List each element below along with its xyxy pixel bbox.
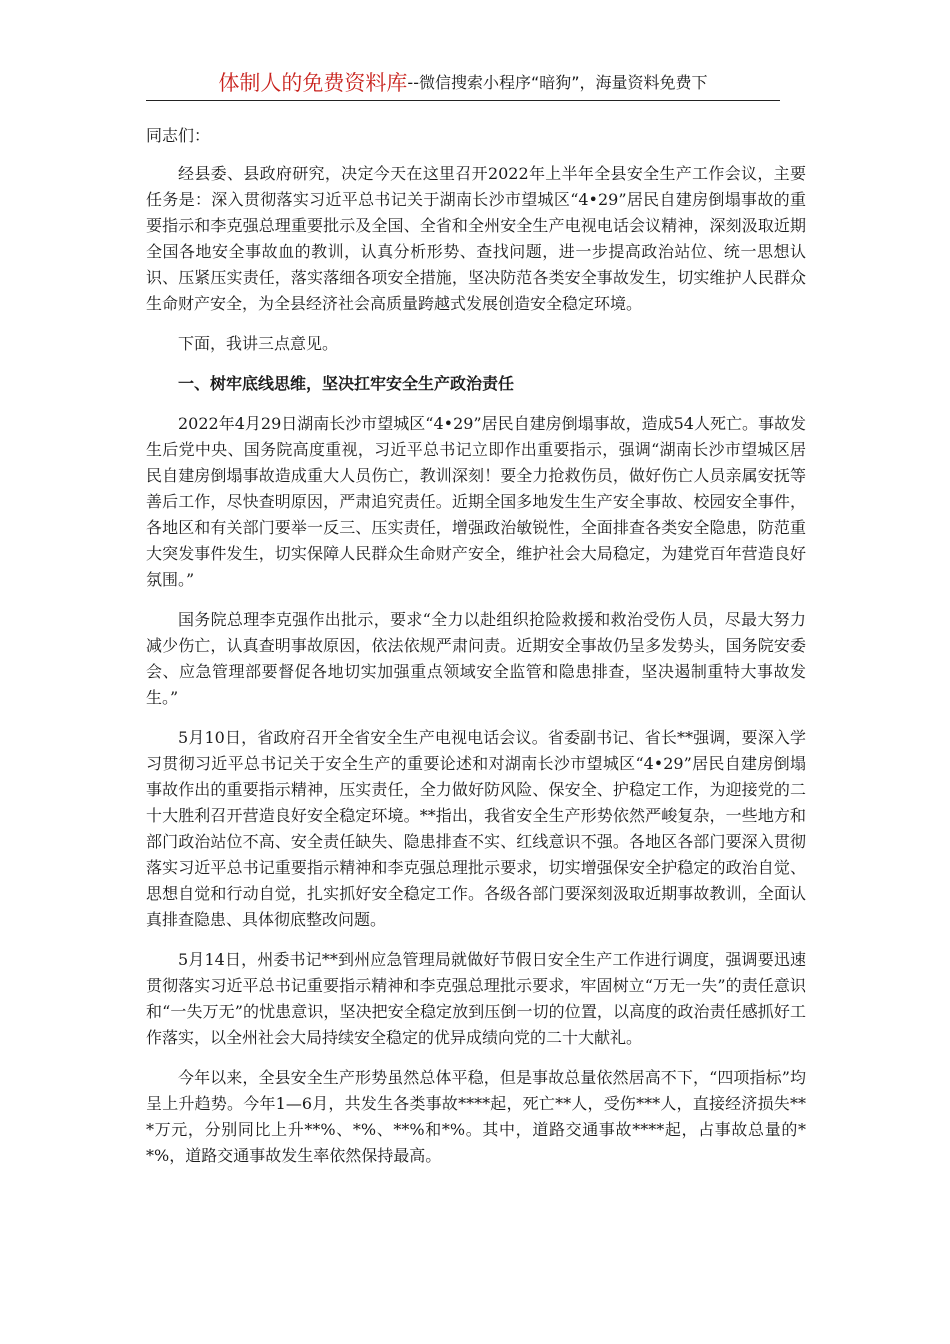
paragraph-prefecture-dispatch: 5月14日，州委书记**到州应急管理局就做好节假日安全生产工作进行调度，强调要迅速贯彻落实习近平总书记重要指示精神和李克强总理批示要求，牢固树立“万无一失”的责任意识和“一失万无”的忧患意识，坚决把安全稳定放到压倒一切的位置，以高度的政治责任感抓好工作落实，以全州社会大局持续安全稳定的优异成绩向党的二十大献礼。 <box>146 950 806 1047</box>
section-heading-1: 一、树牢底线思维，坚决扛牢安全生产政治责任 <box>178 374 515 393</box>
paragraph-li-instruction: 国务院总理李克强作出批示，要求“全力以赴组织抢险救援和救治受伤人员，尽最大努力减少伤亡，认真查明事故原因，依法依规严肃问责。近期安全事故仍呈多发势头，国务院安委会、应急管理部要督促各地切实加强重点领域安全监管和隐患排查，坚决遏制重特大事故发生。” <box>146 610 806 707</box>
paragraph-transition: 下面，我讲三点意见。 <box>178 334 339 353</box>
paragraph-county-situation: 今年以来，全县安全生产形势虽然总体平稳，但是事故总量依然居高不下，“四项指标”均呈上升趋势。今年1—6月，共发生各类事故****起，死亡**人，受伤***人，直接经济损失***万元，分别同比上升**%、*%、**%和*%。其中，道路交通事故****起，占事故总量的**%，道路交通事故发生率依然保持最高。 <box>146 1068 806 1165</box>
document-body <box>146 123 806 1183</box>
paragraph-province-meeting: 5月10日，省政府召开全省安全生产电视电话会议。省委副书记、省长**强调，要深入学习贯彻习近平总书记关于安全生产的重要论述和对湖南长沙市望城区“4•29”居民自建房倒塌事故作出的重要指示精神，压实责任，全力做好防风险、保安全、护稳定工作，为迎接党的二十大胜利召开营造良好安全稳定环境。**指出，我省安全生产形势依然严峻复杂，一些地方和部门政治站位不高、安全责任缺失、隐患排查不实、红线意识不强。各地区各部门要深入贯彻落实习近平总书记重要指示精神和李克强总理批示要求，切实增强保安全护稳定的政治自觉、思想自觉和行动自觉，扎实抓好安全稳定工作。各级各部门要深刻汲取近期事故教训，全面认真排查隐患、具体彻底整改问题。 <box>146 728 806 929</box>
salutation: 同志们： <box>146 126 211 145</box>
paragraph-intro: 经县委、县政府研究，决定今天在这里召开2022年上半年全县安全生产工作会议，主要任务是：深入贯彻落实习近平总书记关于湖南长沙市望城区“4•29”居民自建房倒塌事故的重要指示和李克强总理重要批示及全国、全省和全州安全生产电视电话会议精神，深刻汲取近期全国各地安全事故血的教训，认真分析形势、查找问题，进一步提高政治站位、统一思想认识、压紧压实责任，落实落细各项安全措施，坚决防范各类安全事故发生，切实维护人民群众生命财产安全，为全县经济社会高质量跨越式发展创造安全稳定环境。 <box>146 164 806 313</box>
page-header <box>146 66 780 101</box>
header-slogan: --微信搜索小程序“暗狗”，海量资料免费下 <box>407 73 708 92</box>
header-brand: 体制人的免费资料库 <box>218 71 408 95</box>
paragraph-xi-instruction: 2022年4月29日湖南长沙市望城区“4•29”居民自建房倒塌事故，造成54人死亡。事故发生后党中央、国务院高度重视，习近平总书记立即作出重要指示，强调“湖南长沙市望城区居民自建房倒塌事故造成重大人员伤亡，教训深刻！要全力抢救伤员，做好伤亡人员亲属安抚等善后工作，尽快查明原因，严肃追究责任。近期全国多地发生生产安全事故、校园安全事件，各地区和有关部门要举一反三、压实责任，增强政治敏锐性，全面排查各类安全隐患，防范重大突发事件发生，切实保障人民群众生命财产安全，维护社会大局稳定，为建党百年营造良好氛围。” <box>146 414 806 589</box>
